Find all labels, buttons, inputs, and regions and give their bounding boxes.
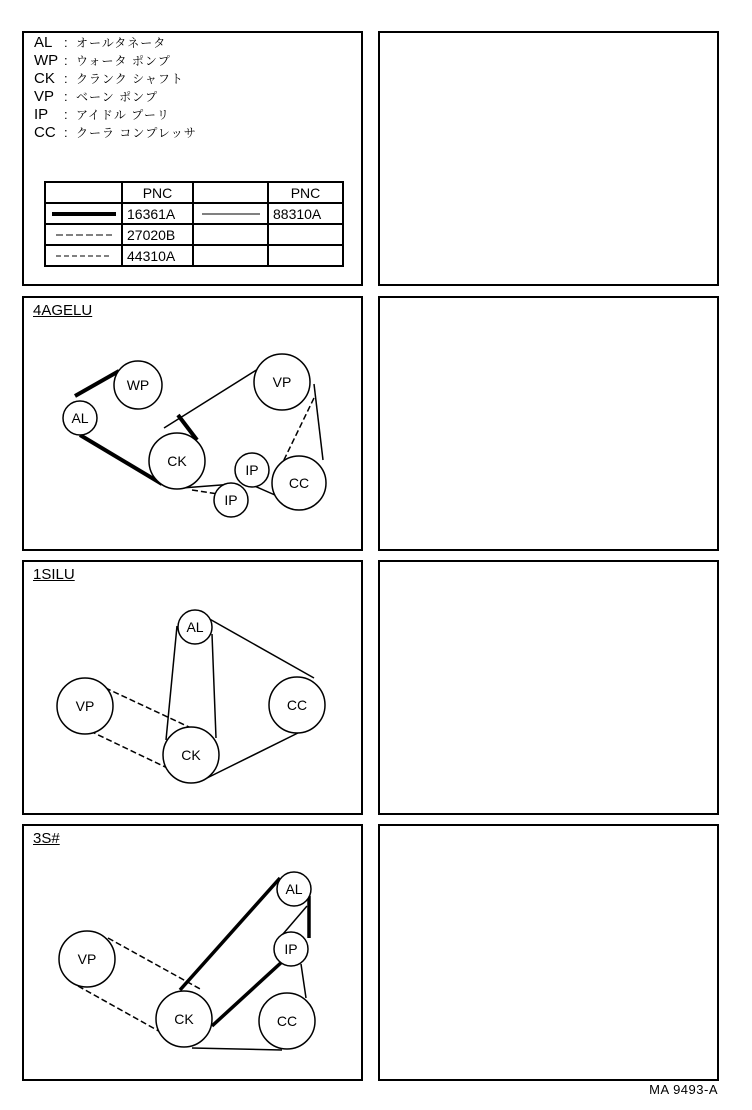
legend-desc: オールタネータ	[76, 36, 167, 50]
pulley-ip	[274, 932, 308, 966]
pulley-ck	[163, 727, 219, 783]
pulley-al	[277, 872, 311, 906]
legend-item-ip: IP : アイドル プーリ	[34, 106, 170, 123]
svg-text:CK: CK	[174, 1011, 194, 1027]
engine-label: 4AGELU	[33, 302, 93, 319]
legend-item-al: AL : オールタネータ	[34, 34, 167, 51]
pulley-al	[178, 610, 212, 644]
line-sample-thin	[193, 203, 268, 224]
svg-text:VP: VP	[75, 698, 95, 714]
empty-panel-4	[378, 824, 719, 1081]
pulley-cc	[269, 677, 325, 733]
legend-desc: クーラ コンプレッサ	[76, 126, 197, 140]
pnc-table	[44, 181, 344, 267]
pnc-value: 16361A	[122, 203, 193, 224]
belt-layout-svg	[24, 826, 365, 1083]
svg-text:CK: CK	[181, 747, 201, 763]
pnc-value: 44310A	[122, 245, 193, 266]
svg-text:IP: IP	[245, 462, 259, 478]
pulley-ip-lower	[214, 483, 248, 517]
pulley-ck	[156, 991, 212, 1047]
pnc-header: PNC	[268, 182, 343, 203]
pnc-row	[45, 245, 343, 266]
svg-text:AL: AL	[285, 881, 303, 897]
belt-layout-svg	[24, 298, 365, 553]
belt-diagram-3s	[22, 824, 363, 1081]
figure-code: MA 9493-A	[649, 1082, 718, 1097]
pulley-vp	[59, 931, 115, 987]
line-sample-short-dash	[45, 245, 122, 266]
pnc-row	[45, 203, 343, 224]
legend-panel	[22, 31, 363, 286]
svg-text:WP: WP	[126, 377, 150, 393]
pulley-ip	[235, 453, 269, 487]
legend-item-cc: CC : クーラ コンプレッサ	[34, 124, 197, 141]
belt-diagram-1silu	[22, 560, 363, 815]
empty-panel-2	[378, 296, 719, 551]
pulley-vp	[254, 354, 310, 410]
svg-text:IP: IP	[224, 492, 238, 508]
svg-text:CC: CC	[286, 697, 308, 713]
pulley-vp	[57, 678, 113, 734]
legend-code: CC	[34, 124, 56, 141]
engine-label: 1SILU	[33, 566, 75, 583]
legend-item-wp: WP : ウォータ ポンプ	[34, 52, 171, 69]
pnc-header: PNC	[122, 182, 193, 203]
legend-code: WP	[34, 52, 59, 69]
pulley-cc	[259, 993, 315, 1049]
legend-code: CK	[34, 70, 55, 87]
svg-text:VP: VP	[272, 374, 292, 390]
engine-label: 3S#	[33, 830, 60, 847]
pnc-header-row	[45, 182, 343, 203]
pulley-wp	[114, 361, 162, 409]
pulley-cc	[272, 456, 326, 510]
pulley-ck	[149, 433, 205, 489]
legend-code: AL	[34, 34, 53, 51]
legend-item-ck: CK : クランク シャフト	[34, 70, 184, 87]
svg-text:CC: CC	[276, 1013, 298, 1029]
line-sample-dash	[45, 224, 122, 245]
svg-text:IP: IP	[284, 941, 298, 957]
pulley-al	[63, 401, 97, 435]
svg-text:CK: CK	[167, 453, 187, 469]
svg-text:CC: CC	[288, 475, 310, 491]
belt-diagram-4agelu	[22, 296, 363, 551]
svg-text:AL: AL	[186, 619, 204, 635]
legend-desc: ウォータ ポンプ	[76, 54, 171, 68]
empty-panel-1	[378, 31, 719, 286]
pnc-value: 27020B	[122, 224, 193, 245]
belt-layout-svg	[24, 562, 365, 817]
legend-code: VP	[34, 88, 55, 105]
legend-desc: ベーン ポンプ	[76, 90, 159, 104]
legend-item-vp: VP : ベーン ポンプ	[34, 88, 159, 105]
legend-desc: クランク シャフト	[76, 72, 184, 86]
line-sample-thick	[45, 203, 122, 224]
pnc-value: 88310A	[268, 203, 343, 224]
legend-desc: アイドル プーリ	[76, 108, 170, 122]
svg-text:VP: VP	[77, 951, 97, 967]
svg-text:AL: AL	[71, 410, 89, 426]
empty-panel-3	[378, 560, 719, 815]
pnc-row	[45, 224, 343, 245]
legend-code: IP	[34, 106, 49, 123]
